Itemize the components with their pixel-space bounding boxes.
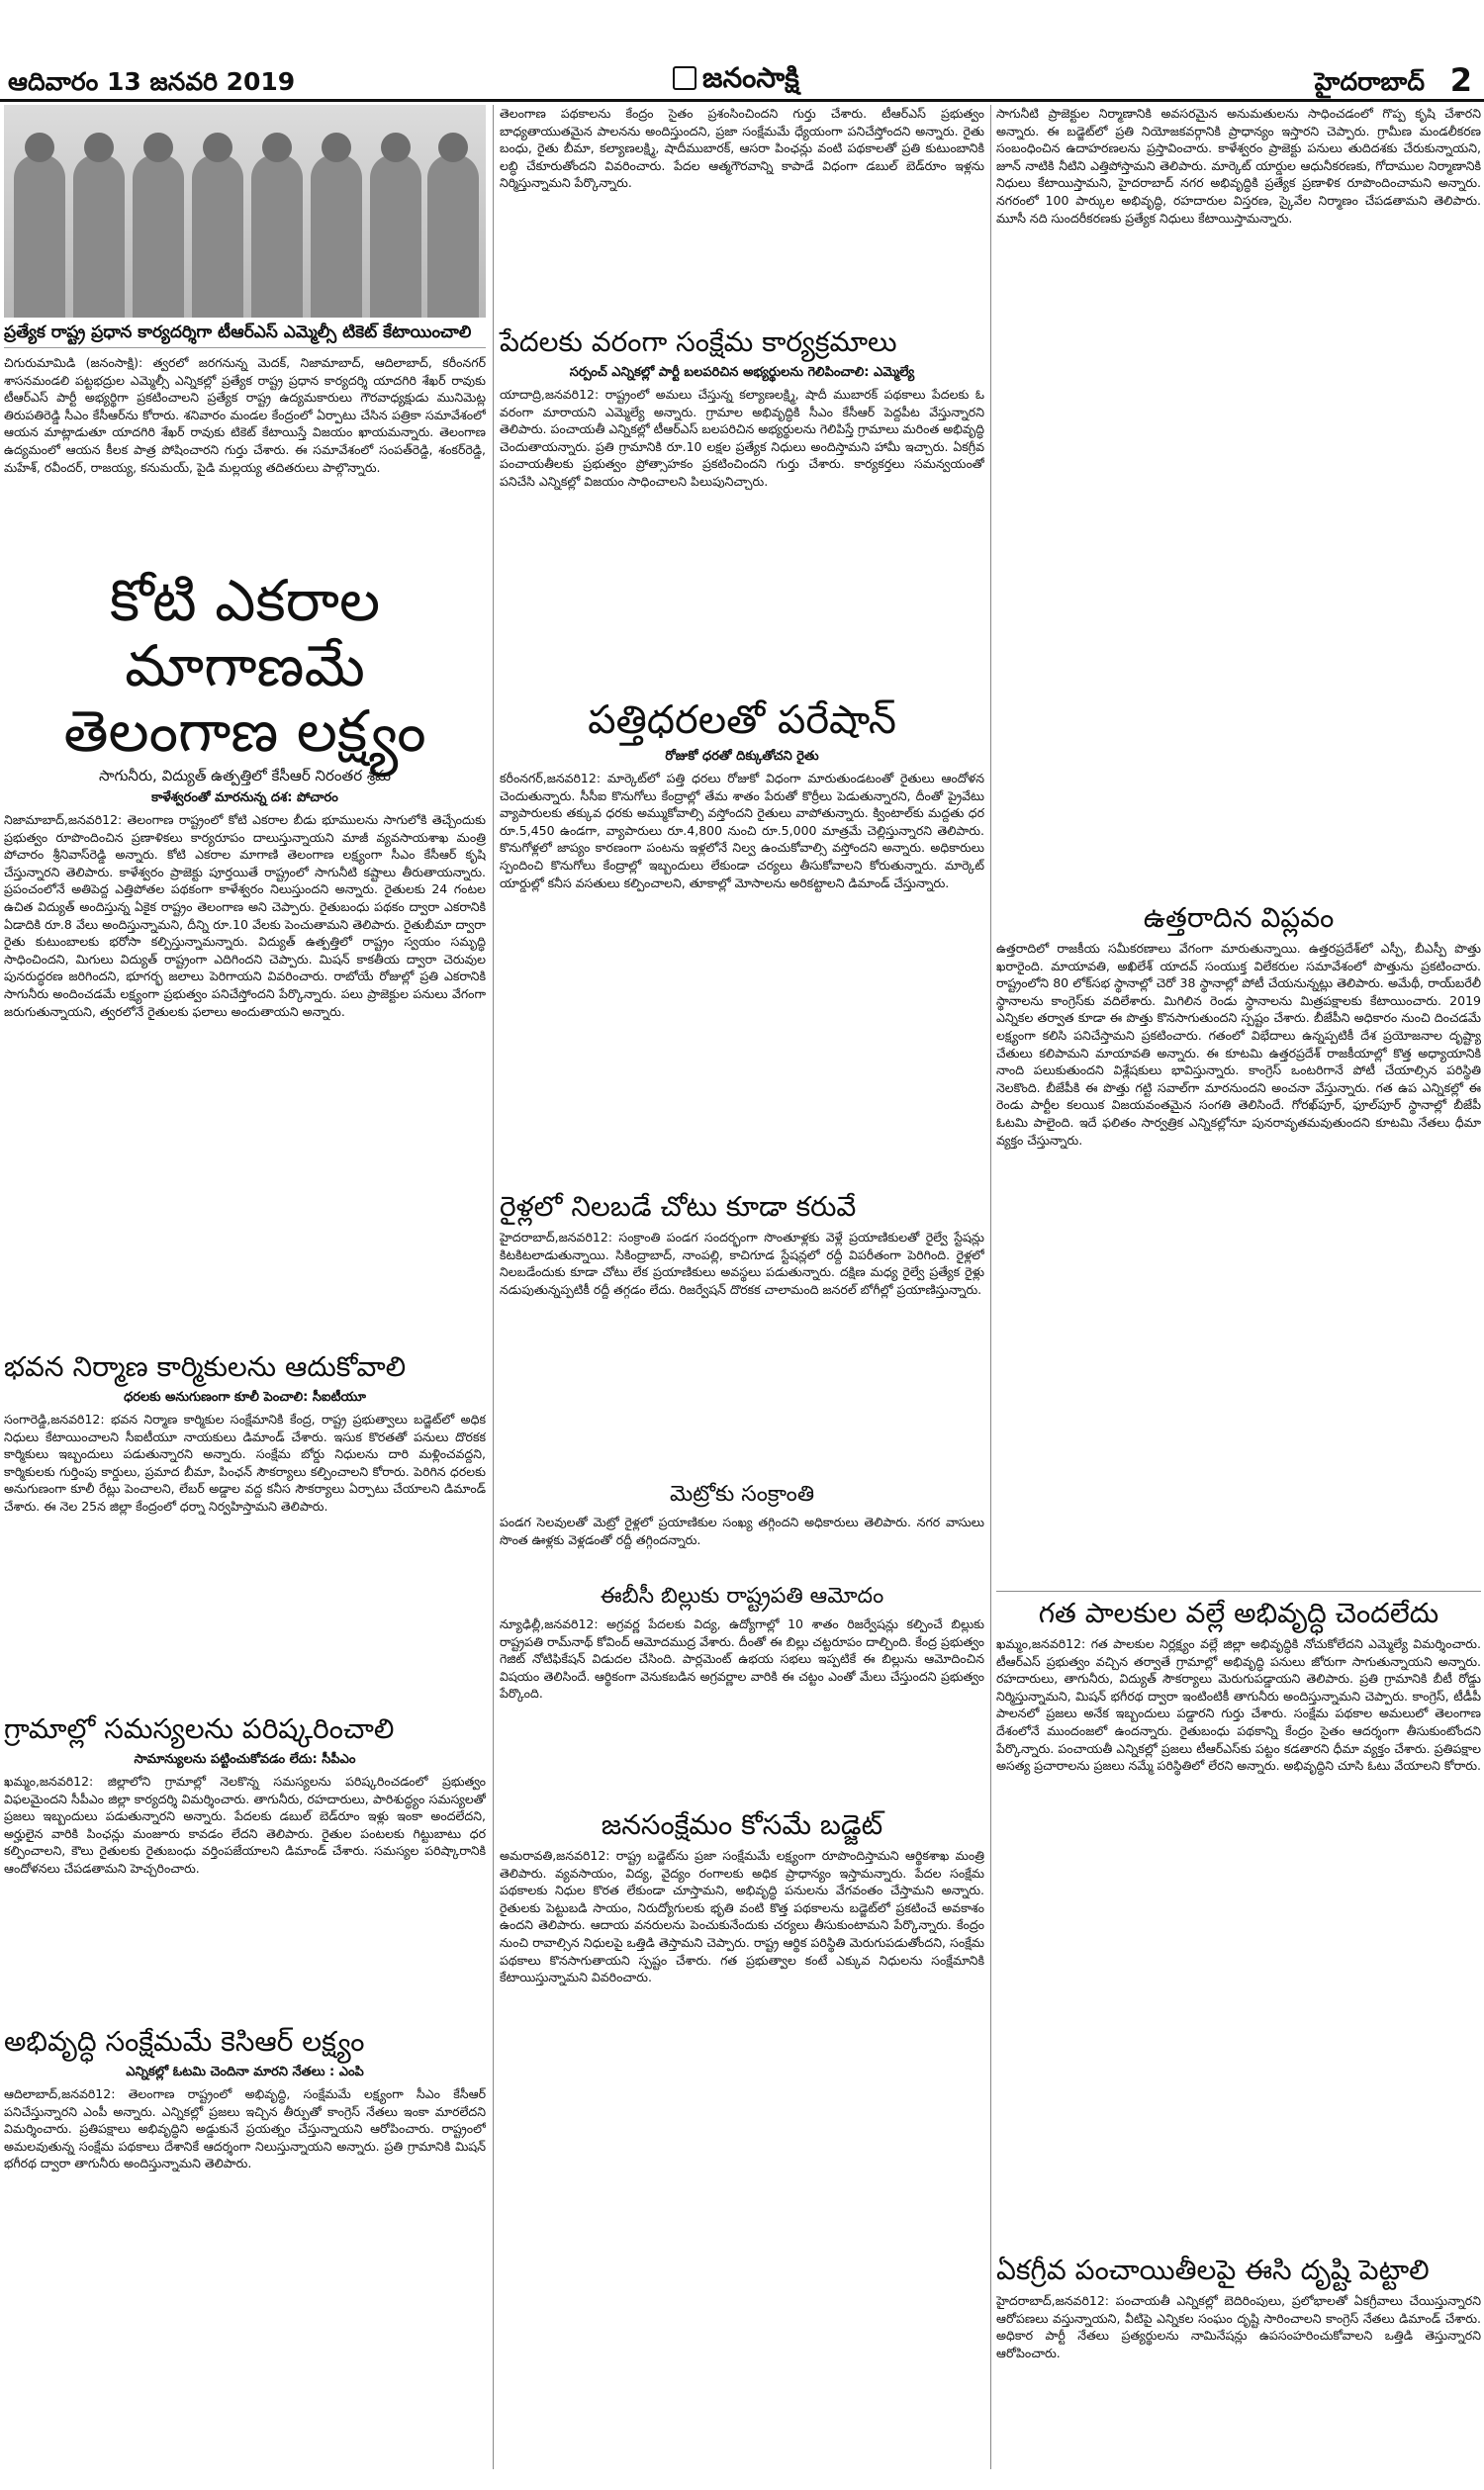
article-body: పండగ సెలవులతో మెట్రో రైళ్లలో ప్రయాణికుల సంఖ్య తగ్గిందని అధికారులు తెలిపారు. నగర వాసులు సొంత ఊళ్లకు వెళ్లడంతో రద్దీ తగ్గిందన్నారు. [500,1515,984,1547]
article-body: ఖమ్మం,జనవరి12: గత పాలకుల నిర్లక్ష్యం వల్లే జిల్లా అభివృద్ధికి నోచుకోలేదని ఎమ్మెల్యే విమర్శించారు. టీఆర్ఎస్ ప్రభుత్వం వచ్చిన తర్వాతే గ్రామాల్లో అభివృద్ధి పనులు జోరుగా సాగుతున్నాయని అన్నారు. రహదారులు, తాగునీరు, విద్యుత్ సౌకర్యాలు మెరుగుపడ్డాయని తెలిపారు. ప్రతి గ్రామానికి బీటీ రోడ్డు నిర్మిస్తున్నామని, మిషన్ భగీరథ ద్వారా ఇంటింటికీ తాగునీరు అందిస్తున్నామని చెప్పారు. కాంగ్రెస్, టీడీపీ పాలనలో ప్రజలు అనేక ఇబ్బందులు పడ్డారని గుర్తు చేశారు. సంక్షేమ పథకాల అమలులో తెలంగాణ దేశంలోనే ముందంజలో ఉందన్నారు. రైతుబంధు పథకాన్ని కేంద్రం సైతం ఆదర్శంగా తీసుకుంటోందని పేర్కొన్నారు. పంచాయతీ ఎన్నికల్లో ప్రజలు టీఆర్ఎస్‌కు పట్టం కడతారని ధీమా వ్యక్తం చేశారు. ప్రతిపక్షాల అసత్య ప్రచారాలను ప్రజలు నమ్మే పరిస్థితిలో లేరని అన్నారు. అభివృద్ధిని చూసి ఓటు వేయాలని కోరారు. [996,1636,1481,1774]
headline: పేదలకు వరంగా సంక్షేమ కార్యక్రమాలు [500,325,897,358]
headline: మెట్రోకు సంక్రాంతి [669,1482,815,1507]
photo-caption: ప్రత్యేక రాష్ట్ర ప్రధాన కార్యదర్శిగా టీఆర్ఎస్ ఎమ్మెల్సీ టికెట్ కేటాయించాలి [4,322,486,348]
column-left [4,105,486,2234]
headline: ఏకగ్రీవ పంచాయితీలపై ఈసి దృష్టి పెట్టాలి [996,2254,1430,2286]
issue-date: ఆదివారం 13 జనవరి 2019 [8,67,296,96]
article-body: హైదరాబాద్,జనవరి12: సంక్రాంతి పండగ సందర్భంగా సొంతూళ్లకు వెళ్లే ప్రయాణికులతో రైల్వే స్టేషన్లు కిటకిటలాడుతున్నాయి. సికింద్రాబాద్, నాంపల్లి, కాచిగూడ స్టేషన్లలో రద్దీ విపరీతంగా పెరిగింది. రైళ్లలో నిలబడేందుకు కూడా చోటు లేక ప్రయాణికులు అవస్థలు పడుతున్నారు. దక్షిణ మధ్య రైల్వే ప్రత్యేక రైళ్లు నడుపుతున్నప్పటికీ రద్దీ తగ్గడం లేదు. రిజర్వేషన్ దొరకక చాలామంది జనరల్ బోగీల్లో ప్రయాణిస్తున్నారు. [500,1230,984,1297]
column-middle [500,105,984,2490]
logo-text: జనంసాక్షి [702,61,799,94]
article-body: హైదరాబాద్,జనవరి12: పంచాయతీ ఎన్నికల్లో బెదిరింపులు, ప్రలోభాలతో ఏకగ్రీవాలు చేయిస్తున్నారని ఆరోపణలు వస్తున్నాయని, వీటిపై ఎన్నికల సంఘం దృష్టి సారించాలని కాంగ్రెస్ నేతలు డిమాండ్ చేశారు. అధికార పార్టీ నేతలు ప్రత్యర్థులను నామినేషన్లు ఉపసంహరించుకోవాలని ఒత్తిడి తెస్తున్నారని ఆరోపించారు. [996,2293,1481,2360]
headline: రైళ్లలో నిలబడే చోటు కూడా కరువే [500,1190,857,1223]
emblem-icon [673,66,696,90]
headline: ఉత్తరాదిన విప్లవం [1143,901,1335,934]
column-divider [493,105,494,2469]
headline: భవన నిర్మాణ కార్మికులను ఆదుకోవాలి [4,1350,407,1383]
kicker: సామాన్యులను పట్టించుకోవడం లేదు: సీపీఎం [134,1752,356,1767]
article-body: యాదాద్రి,జనవరి12: రాష్ట్రంలో అమలు చేస్తున్న కల్యాణలక్ష్మి, షాదీ ముబారక్ పథకాలు పేదలకు ఓ వరంగా మారాయని ఎమ్మెల్యే అన్నారు. గ్రామాల అభివృద్ధికి సీఎం కేసీఆర్ పెద్దపీట వేస్తున్నారని తెలిపారు. పంచాయతీ ఎన్నికల్లో టీఆర్ఎస్ బలపరిచిన అభ్యర్థులను గెలిపిస్తే గ్రామాలు మరింత అభివృద్ధి చెందుతాయన్నారు. ప్రతి గ్రామానికి రూ.10 లక్షల ప్రత్యేక నిధులు అందిస్తామని హామీ ఇచ్చారు. ఏకగ్రీవ పంచాయతీలకు ప్రభుత్వం ప్రోత్సాహకం ప్రకటించిందని గుర్తు చేశారు. కార్యకర్తలు సమన్వయంతో పనిచేసి ఎన్నికల్లో విజయం సాధించాలని పిలుపునిచ్చారు. [500,387,984,489]
headline: గ్రామాల్లో సమస్యలను పరిష్కరించాలి [4,1712,395,1745]
lead-article-body: నిజామాబాద్,జనవరి12: తెలంగాణ రాష్ట్రంలో కోటి ఎకరాల బీడు భూములను సాగులోకి తెచ్చేందుకు ప్రభుత్వం రూపొందించిన ప్రణాళికలు కార్యరూపం దాలుస్తున్నాయని మాజీ వ్యవసాయశాఖ మంత్రి పోచారం శ్రీనివాస్‌రెడ్డి అన్నారు. కోటి ఎకరాల మాగాణి తెలంగాణ లక్ష్యంగా సీఎం కేసీఆర్ కృషి చేస్తున్నారని తెలిపారు. కాళేశ్వరం ప్రాజెక్టు పూర్తయితే రాష్ట్రంలో సాగునీటి కష్టాలు తీరుతాయన్నారు. ప్రపంచంలోనే అతిపెద్ద ఎత్తిపోతల పథకంగా కాళేశ్వరం నిలుస్తుందని అన్నారు. రైతులకు 24 గంటల ఉచిత విద్యుత్ అందిస్తున్న ఏకైక రాష్ట్రం తెలంగాణ అని చెప్పారు. రైతుబంధు పథకం ద్వారా ఎకరానికి ఏడాదికి రూ.8 వేలు అందిస్తున్నామని, దీన్ని రూ.10 వేలకు పెంచుతామని తెలిపారు. రైతుబీమా ద్వారా రైతు కుటుంబాలకు భరోసా కల్పిస్తున్నామన్నారు. విద్యుత్ ఉత్పత్తిలో రాష్ట్రం స్వయం సమృద్ధి సాధించిందని, మిగులు విద్యుత్ రాష్ట్రంగా ఎదిగిందని చెప్పారు. మిషన్ కాకతీయ ద్వారా చెరువుల పునరుద్ధరణ జరిగిందని, భూగర్భ జలాలు పెరిగాయని వివరించారు. రాబోయే రోజుల్లో ప్రతి ఎకరానికి సాగునీరు అందించడమే లక్ష్యంగా ప్రభుత్వం పనిచేస్తోందని పేర్కొన్నారు. పలు ప్రాజెక్టుల పనులు వేగంగా జరుగుతున్నాయని, త్వరలోనే రైతులకు ఫలాలు అందుతాయని అన్నారు. [4,812,486,1019]
article-body: సంగారెడ్డి,జనవరి12: భవన నిర్మాణ కార్మికుల సంక్షేమానికి కేంద్ర, రాష్ట్ర ప్రభుత్వాలు బడ్జెట్‌లో అధిక నిధులు కేటాయించాలని సీఐటీయూ నాయకులు డిమాండ్ చేశారు. ఇసుక కొరతతో పనులు దొరకక కార్మికులు ఇబ్బందులు పడుతున్నారని అన్నారు. సంక్షేమ బోర్డు నిధులను దారి మళ్లించవద్దని, కార్మికులకు గుర్తింపు కార్డులు, ప్రమాద బీమా, పింఛన్ సౌకర్యాలు కల్పించాలని కోరారు. పెరిగిన ధరలకు అనుగుణంగా కూలీ రేట్లు పెంచాలని, లేబర్ అడ్డాల వద్ద కనీస సౌకర్యాలు ఏర్పాటు చేయాలని డిమాండ్ చేశారు. ఈ నెల 25న జిల్లా కేంద్రంలో ధర్నా నిర్వహిస్తామని తెలిపారు. [4,1412,486,1514]
headline: పత్తిధరలతో పరేషాన్ [588,697,896,743]
kicker: ఎన్నికల్లో ఓటమి చెందినా మారని నేతలు : ఎంపి [126,2065,364,2079]
kicker: సర్పంచ్ ఎన్నికల్లో పార్టీ బలపరిచిన అభ్యర్థులను గెలిపించాలి: ఎమ్మెల్యే [569,365,915,380]
headline: అభివృద్ధి సంక్షేమమే కెసిఆర్ లక్ష్యం [4,2025,365,2058]
edition-city: హైదరాబాద్ [1314,67,1425,96]
group-photo [4,105,486,318]
article-body: ఖమ్మం,జనవరి12: జిల్లాలోని గ్రామాల్లో నెలకొన్న సమస్యలను పరిష్కరించడంలో ప్రభుత్వం విఫలమైందని సీపీఎం జిల్లా కార్యదర్శి విమర్శించారు. తాగునీరు, రహదారులు, పారిశుద్ధ్యం సమస్యలతో ప్రజలు ఇబ్బందులు పడుతున్నారని అన్నారు. పేదలకు డబుల్ బెడ్‌రూం ఇళ్లు ఇంకా అందలేదని, అర్హులైన వారికి పింఛన్లు మంజూరు కావడం లేదని తెలిపారు. రైతుల పంటలకు గిట్టుబాటు ధర కల్పించాలని, కౌలు రైతులకు రైతుబంధు వర్తింపజేయాలని డిమాండ్ చేశారు. సమస్యల పరిష్కారానికి ఆందోళనలు చేపడతామని హెచ్చరించారు. [4,1774,486,1876]
article-body: అమరావతి,జనవరి12: రాష్ట్ర బడ్జెట్‌ను ప్రజా సంక్షేమమే లక్ష్యంగా రూపొందిస్తామని ఆర్థికశాఖ మంత్రి తెలిపారు. వ్యవసాయం, విద్య, వైద్యం రంగాలకు అధిక ప్రాధాన్యం ఇస్తామన్నారు. పేదల సంక్షేమ పథకాలకు నిధుల కొరత లేకుండా చూస్తామని, అభివృద్ధి పనులను వేగవంతం చేస్తామని అన్నారు. రైతులకు పెట్టుబడి సాయం, నిరుద్యోగులకు భృతి వంటి కొత్త పథకాలను బడ్జెట్‌లో ప్రకటించే అవకాశం ఉందని తెలిపారు. ఆదాయ వనరులను పెంచుకునేందుకు చర్యలు తీసుకుంటామని పేర్కొన్నారు. కేంద్రం నుంచి రావాల్సిన నిధులపై ఒత్తిడి తెస్తామని చెప్పారు. రాష్ట్ర ఆర్థిక పరిస్థితి మెరుగుపడుతోందని, సంక్షేమ పథకాలు కొనసాగుతాయని స్పష్టం చేశారు. గత ప్రభుత్వాల కంటే ఎక్కువ నిధులను సంక్షేమానికి కేటాయిస్తున్నామని వివరించారు. [500,1848,984,1985]
kicker: ధరలకు అనుగుణంగా కూలీ పెంచాలి: సీఐటీయూ [124,1390,366,1405]
lead-headline-line2: తెలంగాణ లక్ష్యం [63,697,426,765]
lead-deck: సాగునీరు, విద్యుత్ ఉత్పత్తిలో కేసీఆర్ నిరంతర శ్రమ [99,767,391,784]
article-body: న్యూఢిల్లీ,జనవరి12: అగ్రవర్ణ పేదలకు విద్య, ఉద్యోగాల్లో 10 శాతం రిజర్వేషన్లు కల్పించే బిల్లుకు రాష్ట్రపతి రామ్‌నాథ్ కోవింద్ ఆమోదముద్ర వేశారు. దీంతో ఈ బిల్లు చట్టరూపం దాల్చింది. కేంద్ర ప్రభుత్వం గెజిట్ నోటిఫికేషన్ విడుదల చేసింది. పార్లమెంట్ ఉభయ సభలు ఇప్పటికే ఈ బిల్లును ఆమోదించిన విషయం తెలిసిందే. ఆర్థికంగా వెనుకబడిన అగ్రవర్ణాల వారికి ఈ చట్టం ఎంతో మేలు చేస్తుందని ప్రభుత్వం పేర్కొంది. [500,1616,984,1702]
column-divider [990,105,991,2469]
article-body: ఆదిలాబాద్,జనవరి12: తెలంగాణ రాష్ట్రంలో అభివృద్ధి, సంక్షేమమే లక్ష్యంగా సీఎం కేసీఆర్ పనిచేస్తున్నారని ఎంపీ అన్నారు. ఎన్నికల్లో ప్రజలు ఇచ్చిన తీర్పుతో కాంగ్రెస్ నేతలు ఇంకా మారలేదని విమర్శించారు. ప్రతిపక్షాలు అభివృద్ధిని అడ్డుకునే ప్రయత్నం చేస్తున్నాయని ఆరోపించారు. రాష్ట్రంలో అమలవుతున్న సంక్షేమ పథకాలు దేశానికే ఆదర్శంగా నిలుస్తున్నాయని అన్నారు. ప్రతి గ్రామానికి మిషన్ భగీరథ ద్వారా తాగునీరు అందిస్తున్నామని తెలిపారు. [4,2086,486,2171]
newspaper-logo [673,61,799,101]
lead-kicker: కాళేశ్వరంతో మారనున్న దశ: పోచారం [151,790,338,805]
article-body: చిగురుమామిడి (జనంసాక్షి): త్వరలో జరగనున్న మెదక్, నిజామాబాద్, ఆదిలాబాద్, కరీంనగర్ శాసనమండలి పట్టభద్రుల ఎమ్మెల్సీ ఎన్నికల్లో ప్రత్యేక రాష్ట్ర ప్రధాన కార్యదర్శి యాదగిరి శేఖర్ రావుకు టీఆర్ఎస్ పార్టీ అభ్యర్థిగా ప్రకటించాలని ప్రత్యేక రాష్ట్ర ఉద్యమకారులు గౌరవాధ్యక్షుడు మునిమెట్ల తిరుపతిరెడ్డి సీఎం కేసీఆర్‌ను కోరారు. శనివారం మండల కేంద్రంలో ఏర్పాటు చేసిన పత్రికా సమావేశంలో ఆయన మాట్లాడుతూ యాదగిరి శేఖర్ రావుకు టికెట్ కేటాయిస్తే విజయం ఖాయమన్నారు. తెలంగాణ ఉద్యమంలో ఆయన కీలక పాత్ర పోషించారని గుర్తు చేశారు. ఈ సమావేశంలో సంపత్‌రెడ్డి, శంకర్‌రెడ్డి, మహేశ్, రవీందర్, రాజయ్య, కనుమయ్, పైడి మల్లయ్య తదితరులు పాల్గొన్నారు. [4,355,486,475]
article-body: తెలంగాణ పథకాలను కేంద్రం సైతం ప్రశంసించిందని గుర్తు చేశారు. టీఆర్ఎస్ ప్రభుత్వం బాధ్యతాయుతమైన పాలనను అందిస్తుందని, ప్రజా సంక్షేమమే ధ్యేయంగా పనిచేస్తోందని అన్నారు. రైతు బంధు, రైతు బీమా, కల్యాణలక్ష్మి, షాదీముబారక్, ఆసరా పింఛన్లు వంటి పథకాలతో ప్రతి కుటుంబానికి లబ్ధి చేకూరుతోందని వివరించారు. పేదల ఆత్మగౌరవాన్ని కాపాడే విధంగా డబుల్ బెడ్‌రూం ఇళ్లను నిర్మిస్తున్నామని పేర్కొన్నారు. [500,106,984,191]
kicker: రోజుకో ధరతో దిక్కుతోచని రైతు [665,749,819,764]
masthead-rule [0,99,1484,102]
article-body: ఉత్తరాదిలో రాజకీయ సమీకరణాలు వేగంగా మారుతున్నాయి. ఉత్తరప్రదేశ్‌లో ఎస్పీ, బీఎస్పీ పొత్తు ఖరారైంది. మాయావతి, అఖిలేశ్ యాదవ్ సంయుక్త విలేకరుల సమావేశంలో పొత్తును ప్రకటించారు. రాష్ట్రంలోని 80 లోక్‌సభ స్థానాల్లో చెరో 38 స్థానాల్లో పోటీ చేయనున్నట్లు తెలిపారు. అమేథీ, రాయ్‌బరేలీ స్థానాలను కాంగ్రెస్‌కు వదిలేశారు. మిగిలిన రెండు స్థానాలను మిత్రపక్షాలకు కేటాయించారు. 2019 ఎన్నికల తర్వాత కూడా ఈ పొత్తు కొనసాగుతుందని స్పష్టం చేశారు. బీజేపీని అధికారం నుంచి దించడమే లక్ష్యంగా కలిసి పనిచేస్తామని ప్రకటించారు. గతంలో విభేదాలు ఉన్నప్పటికీ దేశ ప్రయోజనాల దృష్ట్యా చేతులు కలిపామని మాయావతి అన్నారు. ఈ కూటమి ఉత్తరప్రదేశ్ రాజకీయాల్లో కొత్త అధ్యాయానికి నాంది పలుకుతుందని విశ్లేషకులు భావిస్తున్నారు. కాంగ్రెస్ ఒంటరిగానే పోటీ చేయాల్సిన పరిస్థితి నెలకొంది. బీజేపీకి ఈ పొత్తు గట్టి సవాల్‌గా మారనుందని అంచనా వేస్తున్నారు. గత ఉప ఎన్నికల్లో ఈ రెండు పార్టీల కలయిక విజయవంతమైన సంగతి తెలిసిందే. గోరఖ్‌పూర్, ఫూల్‌పూర్ స్థానాల్లో బీజేపీ ఓటమి పాలైంది. ఇదే ఫలితం సార్వత్రిక ఎన్నికల్లోనూ పునరావృతమవుతుందని కూటమి నేతలు ధీమా వ్యక్తం చేస్తున్నారు. [996,941,1481,1148]
box-rule [996,1591,1481,1592]
masthead [0,0,1484,99]
lead-headline-line1: కోటి ఎకరాల మాగాణమే [109,567,381,699]
headline: జనసంక్షేమం కోసమే బడ్జెట్ [601,1808,883,1841]
page-number: 2 [1449,61,1472,99]
article-body: కరీంనగర్,జనవరి12: మార్కెట్‌లో పత్తి ధరలు రోజుకో విధంగా మారుతుండటంతో రైతులు ఆందోళన చెందుతున్నారు. సీసీఐ కొనుగోలు కేంద్రాల్లో తేమ శాతం పేరుతో కొర్రీలు పెడుతున్నారని, దీంతో ప్రైవేటు వ్యాపారులకు తక్కువ ధరకు అమ్ముకోవాల్సి వస్తోందని రైతులు వాపోతున్నారు. క్వింటాల్‌కు మద్దతు ధర రూ.5,450 ఉండగా, వ్యాపారులు రూ.4,800 నుంచి రూ.5,000 మాత్రమే చెల్లిస్తున్నారని తెలిపారు. కొనుగోళ్లలో జాప్యం కారణంగా పంటను ఇళ్లలోనే నిల్వ ఉంచుకోవాల్సి వస్తోందని అన్నారు. అధికారులు స్పందించి కొనుగోలు కేంద్రాల్లో ఇబ్బందులు లేకుండా చర్యలు తీసుకోవాలని కోరుతున్నారు. మార్కెట్ యార్డుల్లో కనీస వసతులు కల్పించాలని, తూకాల్లో మోసాలను అరికట్టాలని డిమాండ్ చేస్తున్నారు. [500,771,984,890]
column-right [996,105,1481,2401]
headline: ఈబీసీ బిల్లుకు రాష్ట్రపతి ఆమోదం [600,1584,884,1609]
article-body: సాగునీటి ప్రాజెక్టుల నిర్మాణానికి అవసరమైన అనుమతులను సాధించడంలో గొప్ప కృషి చేశారని అన్నారు. ఈ బడ్జెట్‌లో ప్రతి నియోజకవర్గానికి ప్రాధాన్యం ఇస్తారని చెప్పారు. గ్రామీణ మండలీకరణ సంబంధించిన ఉదాహరణలను ప్రస్తావించారు. కాళేశ్వరం ప్రాజెక్టు పనులు తుదిదశకు చేరుకున్నాయని, జూన్ నాటికి నీటిని ఎత్తిపోస్తామని తెలిపారు. మార్కెట్ యార్డుల ఆధునీకరణకు, గోదాముల నిర్మాణానికి నిధులు కేటాయిస్తామని, హైదరాబాద్ నగర అభివృద్ధికి ప్రత్యేక ప్రణాళిక రూపొందించామని అన్నారు. నగరంలో 100 పార్కుల అభివృద్ధి, రహదారుల విస్తరణ, స్కైవేల నిర్మాణం చేపడతామని తెలిపారు. మూసీ నది సుందరీకరణకు ప్రత్యేక నిధులు కేటాయిస్తామన్నారు. [996,106,1481,226]
headline: గత పాలకుల వల్లే అభివృద్ధి చెందలేదు [1038,1597,1439,1629]
